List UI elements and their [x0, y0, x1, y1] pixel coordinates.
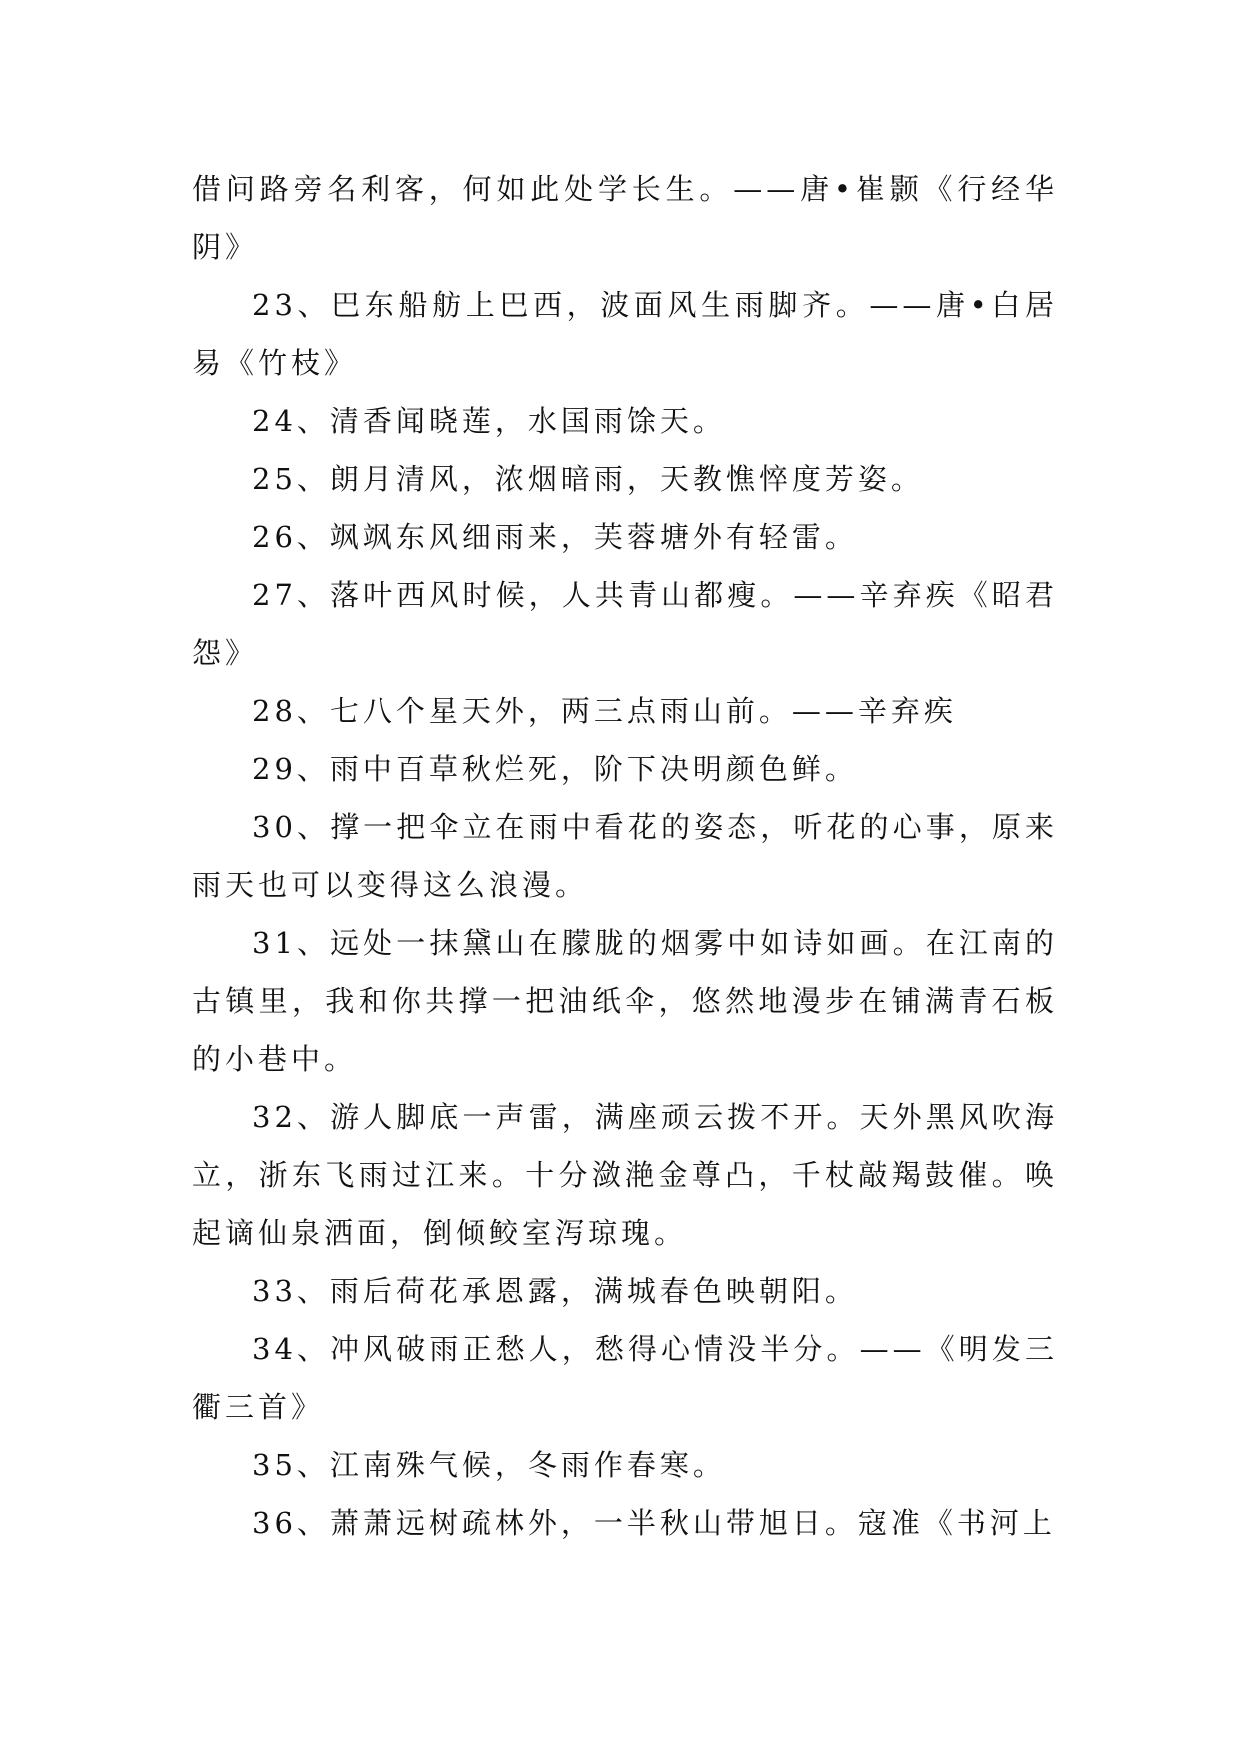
paragraph: 34、冲风破雨正愁人，愁得心情没半分。——《明发三衢三首》 [192, 1332, 1058, 1424]
paragraph: 24、清香闻晓莲，水国雨馀天。 [252, 404, 726, 438]
paragraph: 29、雨中百草秋烂死，阶下决明颜色鲜。 [252, 752, 858, 786]
paragraph: 25、朗月清风，浓烟暗雨，天教憔悴度芳姿。 [252, 462, 924, 496]
document-body [192, 160, 1058, 1552]
paragraph: 36、萧萧远树疏林外，一半秋山带旭日。寇准《书河上 [252, 1506, 1056, 1540]
paragraph: 28、七八个星天外，两三点雨山前。——辛弃疾 [252, 694, 957, 728]
paragraph: 32、游人脚底一声雷，满座顽云拨不开。天外黑风吹海立，浙东飞雨过江来。十分潋滟金尊凸，千杖敲羯鼓催。唤起谪仙泉洒面，倒倾鲛室泻琼瑰。 [192, 1100, 1058, 1250]
paragraph: 27、落叶西风时候，人共青山都瘦。——辛弃疾《昭君怨》 [192, 578, 1058, 670]
paragraph: 33、雨后荷花承恩露，满城春色映朝阳。 [252, 1274, 858, 1308]
paragraph: 35、江南殊气候，冬雨作春寒。 [252, 1448, 726, 1482]
paragraph: 23、巴东船舫上巴西，波面风生雨脚齐。——唐•白居易《竹枝》 [192, 288, 1058, 380]
paragraph: 31、远处一抹黛山在朦胧的烟雾中如诗如画。在江南的古镇里，我和你共撑一把油纸伞，悠然地漫步在铺满青石板的小巷中。 [192, 926, 1058, 1076]
paragraph: 26、飒飒东风细雨来，芙蓉塘外有轻雷。 [252, 520, 858, 554]
paragraph: 30、撑一把伞立在雨中看花的姿态，听花的心事，原来雨天也可以变得这么浪漫。 [192, 810, 1058, 902]
paragraph: 借问路旁名利客，何如此处学长生。——唐•崔颢《行经华阴》 [192, 172, 1058, 264]
